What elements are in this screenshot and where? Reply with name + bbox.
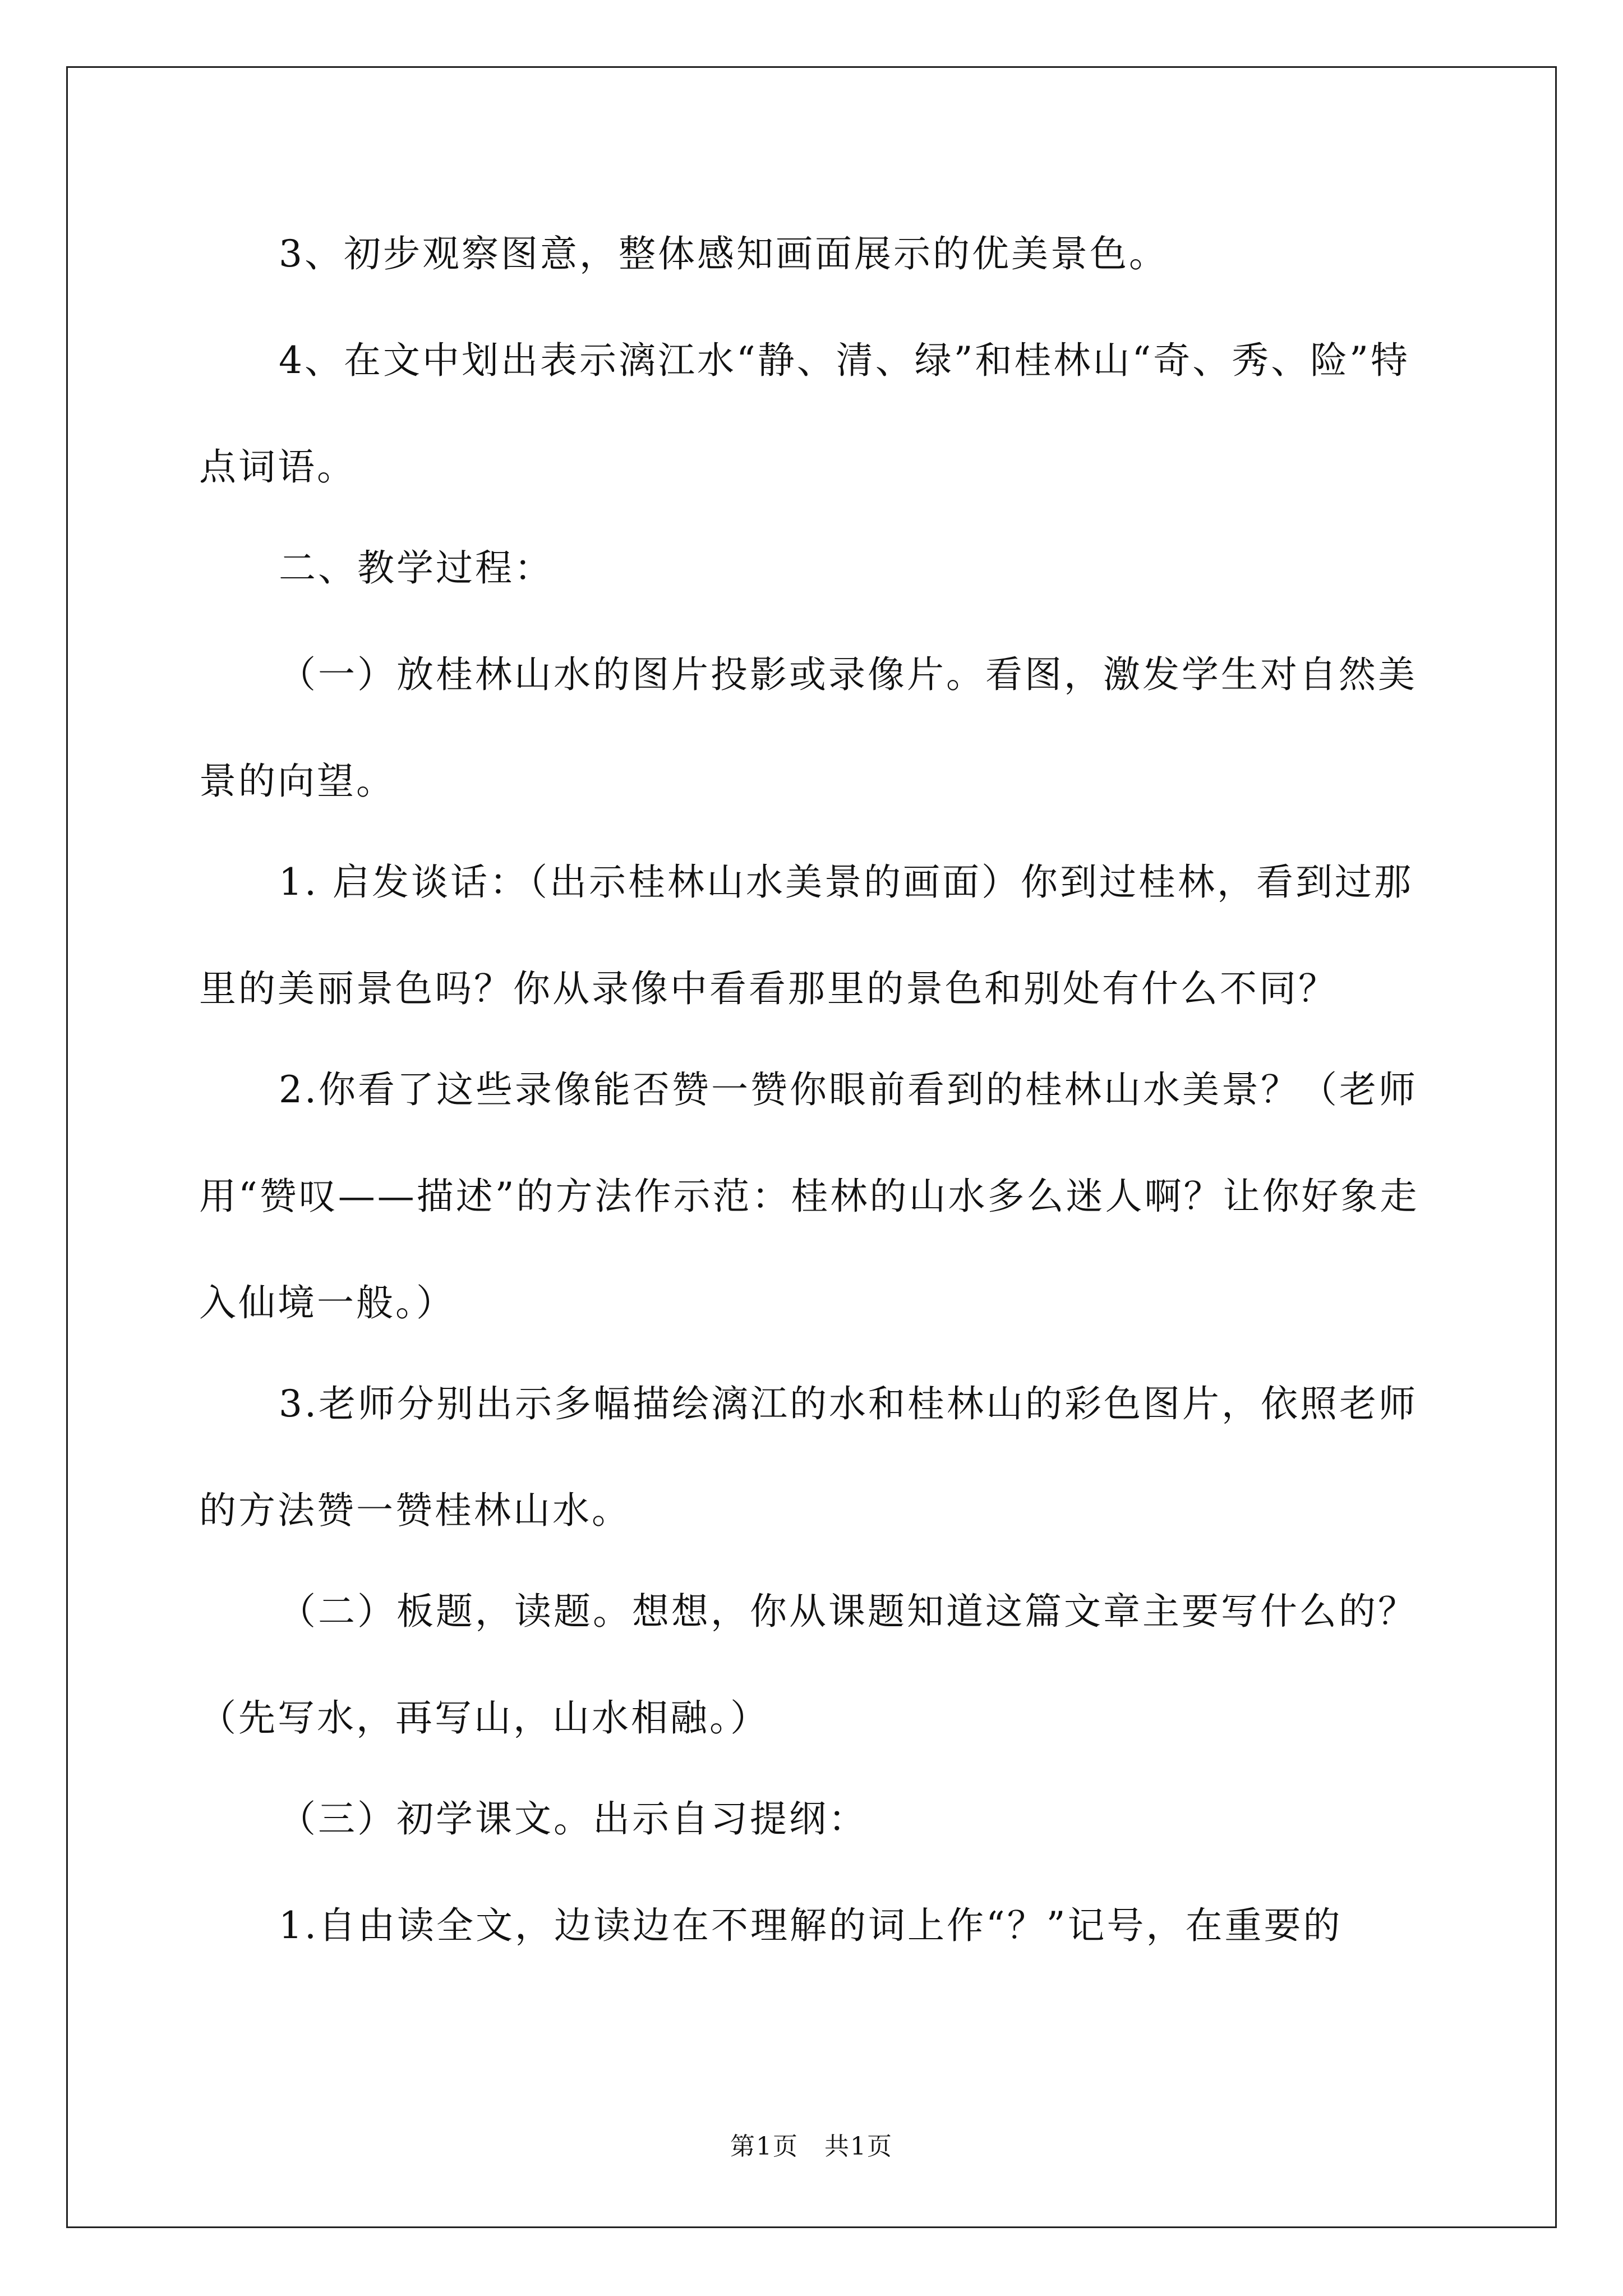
paragraph-1: 3、初步观察图意，整体感知画面展示的优美景色。 [279, 232, 1168, 275]
paragraph-4: （一）放桂林山水的图片投影或录像片。看图，激发学生对自然美景的向望。 [199, 653, 1417, 803]
paragraph-2: 4、在文中划出表示漓江水“静、清、绿”和桂林山“奇、秀、险”特点词语。 [199, 339, 1410, 489]
paragraph-7: 3.老师分别出示多幅描绘漓江的水和桂林山的彩色图片，依照老师的方法赞一赞桂林山水。 [199, 1382, 1418, 1532]
paragraph-8: （二）板题，读题。想想，你从课题知道这篇文章主要写什么的？（先写水，再写山，山水相融。） [199, 1590, 1417, 1740]
paragraph-5: 1. 启发谈话：（出示桂林山水美景的画面）你到过桂林，看到过那里的美丽景色吗？你从录像中看看那里的景色和别处有什么不同？ [199, 861, 1413, 1010]
page-footer: 第1页 共1页 [730, 2132, 893, 2161]
paragraph-6: 2.你看了这些录像能否赞一赞你眼前看到的桂林山水美景？（老师用“赞叹——描述”的方法作示范：桂林的山水多么迷人啊？让你好象走入仙境一般。） [199, 1068, 1419, 1324]
paragraph-10: 1.自由读全文，边读边在不理解的词上作“？”记号，在重要的 [279, 1904, 1343, 1947]
paragraph-3: 二、教学过程： [279, 546, 554, 590]
paragraph-9: （三）初学课文。出示自习提纲： [279, 1797, 868, 1841]
